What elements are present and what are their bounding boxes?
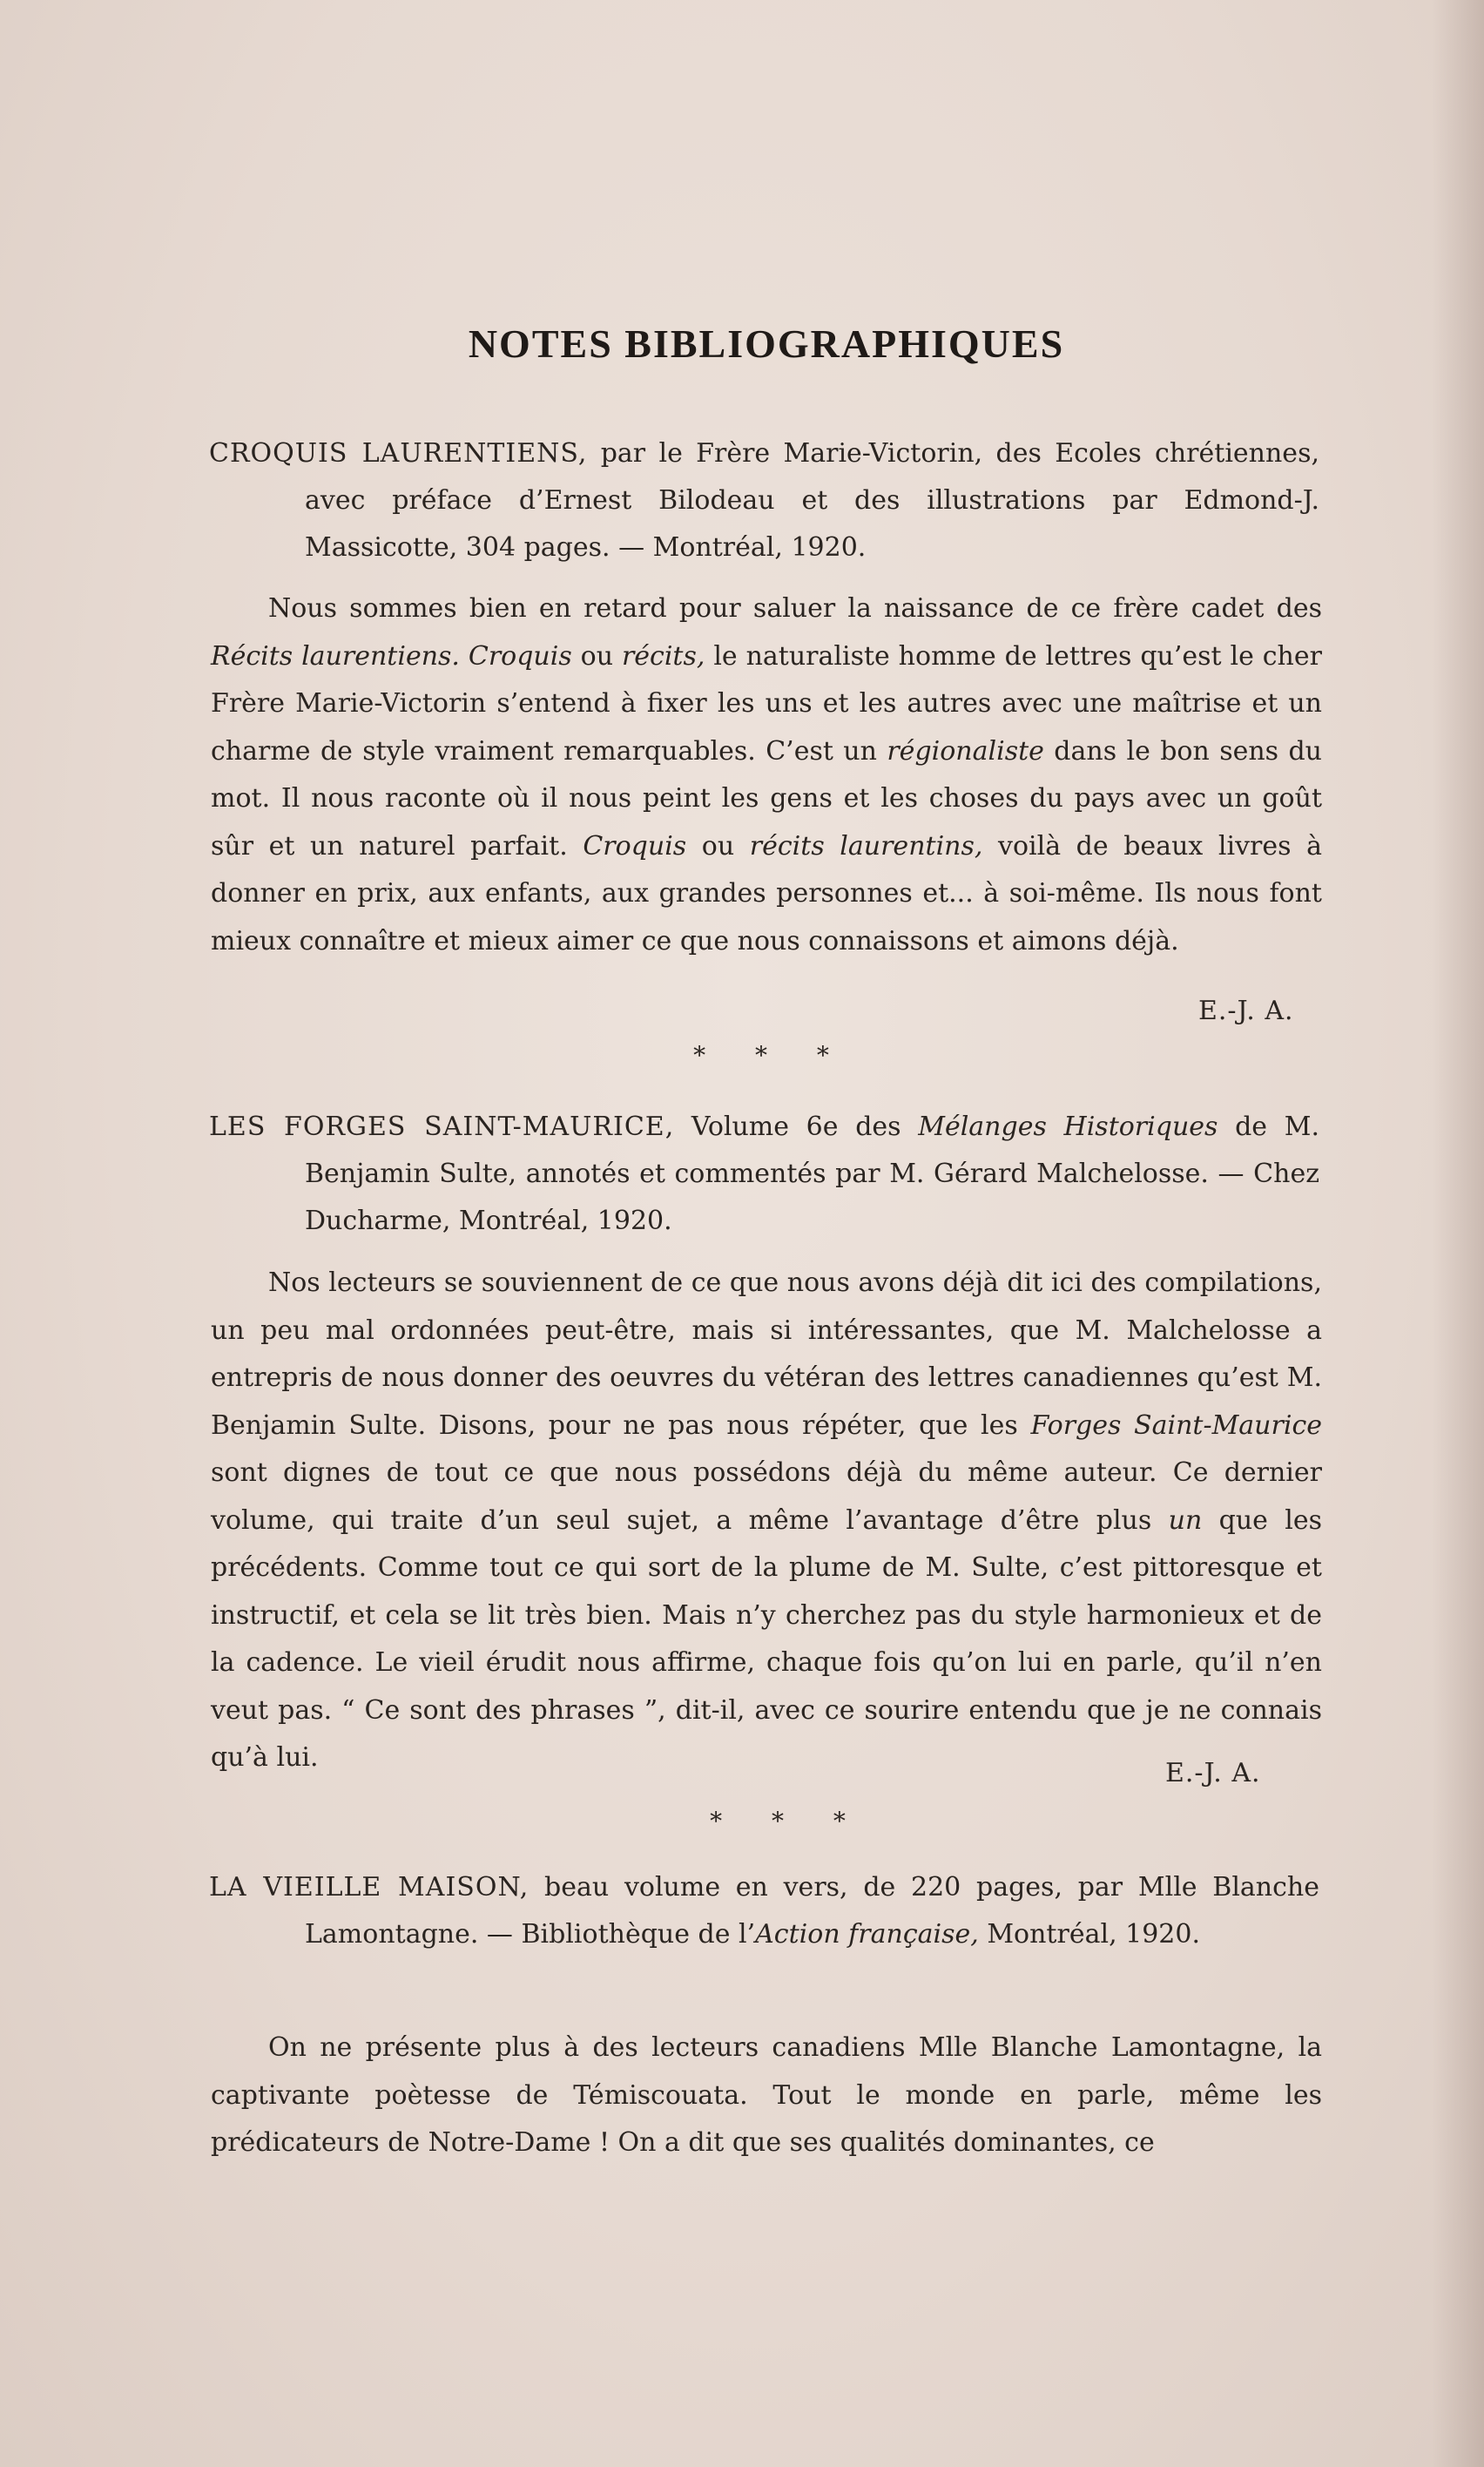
text-run: que les précédents. Comme tout ce qui sort de la plume de M. Sulte, c’est pittoresque et instructif, et cela se lit très bien. Mais n’y cherchez pas du style harmonieux et de la cadence. Le vieil érudit nous affirme, chaque fois qu’on lui en parle, qu’il n’en veut pas. “ Ce sont des phrases ”, dit-il, avec ce sourire entendu que je ne connais qu’à lui. — [211, 1504, 1322, 1773]
page-title: NOTES BIBLIOGRAPHIQUES — [468, 321, 1065, 366]
entry-publisher-title: Action française, — [755, 1919, 979, 1950]
text-run: voilà de beaux livres à donner en prix, aux enfants, aux grandes personnes et... à soi-même. Ils nous font mieux connaître et mieux aimer ce que nous connaissons et aimons déjà. — [211, 830, 1322, 956]
entry-series-title: Mélanges Historiques — [918, 1112, 1218, 1142]
entry-details: beau volume en vers, de 220 pages, par Mlle Blanche Lamontagne. — Bibliothèque de l’ — [305, 1872, 1319, 1950]
italic-title: récits, — [621, 640, 705, 672]
review-paragraph — [211, 1260, 1322, 1782]
entry-details: Volume 6e des — [674, 1112, 919, 1142]
italic-title: Récits laurentiens. — [211, 640, 460, 672]
entry-details-cont: Montréal, 1920. — [978, 1919, 1201, 1950]
text-run: Nos lecteurs se souviennent de ce que nous avons déjà dit ici des compilations, un peu mal ordonnées peut-être, mais si intéressantes, que M. Malchelosse a entrepris de nous donner des oeuvres du vétéran des lettres canadiennes qu’est M. Benjamin Sulte. Disons, pour ne pas nous répéter, que les — [211, 1267, 1322, 1441]
text-run: le naturaliste homme de lettres qu’est le cher Frère Marie-Victorin s’entend à fixer les uns et les autres avec une maîtrise et un charme de style vraiment remarquables. C’est un — [211, 640, 1322, 767]
text-run: On ne présente plus à des lecteurs canadiens Mlle Blanche Lamontagne, la captivante poètesse de Témiscouata. Tout le monde en parle, même les prédicateurs de Notre-Dame ! On a dit que ses qualités dominantes, ce — [211, 2032, 1322, 2158]
italic-title: régionaliste — [887, 735, 1044, 767]
text-run: ou — [571, 640, 622, 672]
italic-title: Forges Saint-Maurice — [1030, 1409, 1322, 1441]
section-separator: * * * — [693, 1041, 850, 1070]
text-run: Nous sommes bien en retard pour saluer la naissance de ce frère cadet des — [268, 593, 1322, 624]
page-edge-shadow — [1432, 0, 1484, 2467]
review-paragraph — [211, 585, 1322, 965]
text-run: sont dignes de tout ce que nous possédons déjà du même auteur. Ce dernier volume, qui traite d’un seul sujet, a même l’avantage d’être plus — [211, 1457, 1322, 1536]
italic-title: Croquis — [583, 830, 687, 862]
entry-heading-forges — [209, 1104, 1319, 1245]
entry-heading-vieille-maison — [209, 1864, 1319, 1958]
entry-title: CROQUIS LAURENTIENS, — [209, 438, 588, 469]
italic-title: récits laurentins, — [749, 830, 983, 862]
entry-heading-croquis — [209, 430, 1319, 571]
italic-title: un — [1168, 1504, 1203, 1536]
entry-title: LES FORGES SAINT-MAURICE, — [209, 1112, 675, 1142]
text-run — [460, 641, 469, 672]
signature: E.-J. A. — [1198, 996, 1294, 1026]
entry-title: LA VIEILLE MAISON, — [209, 1872, 530, 1903]
entry-details: par le Frère Marie-Victorin, des Ecoles chrétiennes, avec préface d’Ernest Bilodeau et des illustrations par Edmond-J. Massicotte, 304 pages. — Montréal, 1920. — [305, 438, 1319, 563]
entry-details-cont: de M. Benjamin Sulte, annotés et commentés par M. Gérard Malchelosse. — Chez Ducharme, Montréal, 1920. — [305, 1112, 1319, 1236]
text-run: dans le bon sens du mot. Il nous raconte où il nous peint les gens et les choses du pays avec un goût sûr et un naturel parfait. — [211, 735, 1322, 862]
italic-title: Croquis — [468, 640, 572, 672]
text-run: ou — [686, 830, 750, 862]
review-paragraph — [211, 2024, 1322, 2167]
signature: E.-J. A. — [1165, 1758, 1261, 1788]
section-separator: * * * — [710, 1807, 867, 1835]
